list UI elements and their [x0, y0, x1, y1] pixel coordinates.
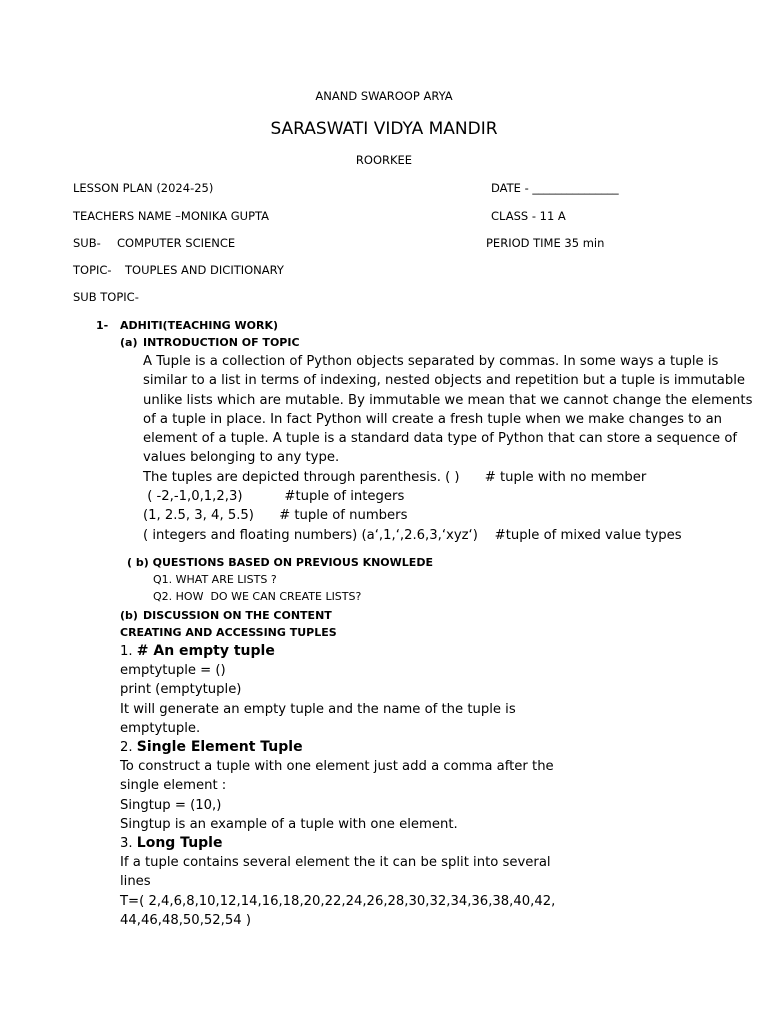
item-number: 1.	[120, 644, 137, 659]
item-number: 3.	[120, 836, 137, 851]
topic-label: TOPIC-	[73, 263, 112, 277]
empty-tuple-body	[120, 661, 516, 739]
creating-tuples-heading: CREATING AND ACCESSING TUPLES	[120, 626, 337, 639]
item-number: 2.	[120, 740, 137, 755]
city-name: ROORKEE	[355, 153, 413, 167]
intro-line: similar to a list in terms of indexing, nested objects and repetition but a tuple is immutable	[143, 373, 746, 389]
teacher-name: TEACHERS NAME –MONIKA GUPTA	[73, 209, 269, 223]
body-line: print (emptytuple)	[120, 682, 242, 698]
intro-line: unlike lists which are mutable. By immutable we mean that we cannot change the elements	[143, 392, 753, 408]
section-title: ADHITI(TEACHING WORK)	[120, 319, 279, 332]
sub-topic-label: SUB TOPIC-	[73, 290, 139, 304]
subject-value: COMPUTER SCIENCE	[117, 236, 236, 250]
intro-line: The tuples are depicted through parenthesis. ( ) # tuple with no member	[143, 469, 647, 485]
body-line: lines	[120, 874, 151, 890]
body-line: If a tuple contains several element the it can be split into several	[120, 855, 551, 870]
body-line: It will generate an empty tuple and the name of the tuple is	[120, 701, 516, 717]
body-line: emptytuple.	[120, 721, 201, 737]
school-name: SARASWATI VIDYA MANDIR	[270, 119, 498, 139]
question-1: Q1. WHAT ARE LISTS ?	[153, 573, 277, 586]
intro-paragraph	[143, 352, 753, 545]
item-title: Long Tuple	[136, 835, 223, 851]
section-number: 1-	[96, 319, 109, 332]
subject-label: SUB-	[73, 236, 101, 250]
subsection-b-title: DISCUSSION ON THE CONTENT	[143, 609, 332, 622]
intro-line: ( -2,-1,0,1,2,3) #tuple of integers	[143, 489, 405, 505]
body-line: 44,46,48,50,52,54 )	[120, 913, 251, 929]
body-line: Singtup is an example of a tuple with one element.	[120, 817, 458, 833]
single-tuple-heading	[120, 738, 303, 757]
item-title: # An empty tuple	[136, 643, 275, 659]
body-line: single element :	[120, 778, 227, 794]
body-line: emptytuple = ()	[120, 663, 226, 678]
body-line: Singtup = (10,)	[120, 797, 222, 813]
item-title: Single Element Tuple	[136, 739, 303, 755]
subsection-a-title: INTRODUCTION OF TOPIC	[143, 336, 300, 349]
date-field: DATE - _______________	[491, 181, 619, 195]
long-tuple-heading	[120, 834, 222, 853]
intro-line: ( integers and floating numbers) (a‘,1,‘,2.6,3,‘xyz‘) #tuple of mixed value types	[143, 527, 682, 543]
empty-tuple-heading	[120, 642, 275, 661]
single-tuple-body	[120, 757, 554, 835]
lesson-plan-label: LESSON PLAN (2024-25)	[73, 181, 214, 195]
intro-line: of a tuple in place. In fact Python will create a fresh tuple when we make changes to an	[143, 411, 723, 427]
body-line: T=( 2,4,6,8,10,12,14,16,18,20,22,24,26,28,30,32,34,36,38,40,42,	[120, 893, 556, 909]
author-name: ANAND SWAROOP ARYA	[315, 89, 453, 103]
subsection-a-label: (a)	[120, 336, 138, 349]
intro-line: element of a tuple. A tuple is a standard data type of Python that can store a sequence of	[143, 431, 738, 447]
subsection-b-label: (b)	[120, 609, 138, 622]
subsection-b-questions-title: ( b) QUESTIONS BASED ON PREVIOUS KNOWLEDE	[127, 556, 433, 569]
intro-line: A Tuple is a collection of Python objects separated by commas. In some ways a tuple is	[143, 354, 719, 369]
body-line: To construct a tuple with one element just add a comma after the	[120, 759, 554, 774]
intro-line: (1, 2.5, 3, 4, 5.5) # tuple of numbers	[143, 508, 408, 524]
long-tuple-body	[120, 853, 555, 931]
topic-value: TOUPLES AND DICITIONARY	[125, 263, 284, 277]
question-2: Q2. HOW DO WE CAN CREATE LISTS?	[153, 590, 362, 603]
period-time: PERIOD TIME 35 min	[486, 236, 605, 250]
intro-line: values belonging to any type.	[143, 450, 340, 466]
class-label: CLASS - 11 A	[491, 209, 566, 223]
